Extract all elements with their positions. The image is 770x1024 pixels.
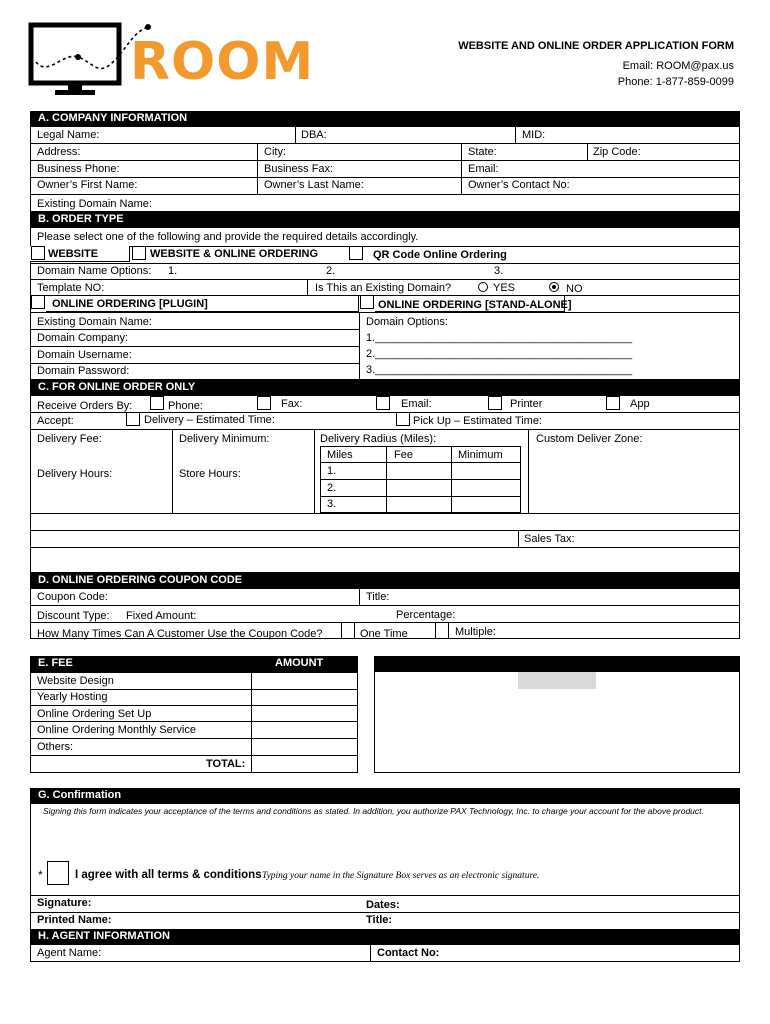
- fee-total-label: TOTAL:: [206, 758, 246, 770]
- no-label: NO: [566, 283, 583, 295]
- miles-header: Miles: [327, 449, 353, 461]
- business-fax-label: Business Fax:: [264, 163, 334, 175]
- domain-options-label: Domain Name Options:: [37, 265, 152, 277]
- domain-username-label: Domain Username:: [37, 349, 132, 361]
- title-label: Title:: [366, 914, 393, 926]
- order-type-instruction: Please select one of the following and provide the required details accordingly.: [37, 231, 419, 243]
- how-many-label: How Many Times Can A Customer Use the Coupon Code?: [37, 628, 323, 640]
- dates-label: Dates:: [366, 899, 400, 911]
- delivery-hours-label: Delivery Hours:: [37, 468, 113, 480]
- radius-row-1: 1.: [327, 465, 337, 477]
- qr-checkbox[interactable]: [349, 246, 363, 260]
- coupon-code-label: Coupon Code:: [37, 591, 108, 603]
- plugin-checkbox[interactable]: [31, 295, 45, 309]
- zip-label: Zip Code:: [593, 146, 641, 158]
- typing-note: Typing your name in the Signature Box serves as an electronic signature.: [262, 871, 540, 881]
- minimum-header: Minimum: [458, 449, 503, 461]
- business-phone-label: Business Phone:: [37, 163, 120, 175]
- pickup-checkbox[interactable]: [396, 412, 410, 426]
- multiple-checkbox[interactable]: [435, 622, 449, 639]
- receive-orders-label: Receive Orders By:: [37, 400, 133, 412]
- domain-company-label: Domain Company:: [37, 332, 129, 344]
- signature-label: Signature:: [37, 897, 92, 909]
- percentage-label: Percentage:: [396, 609, 456, 621]
- domain-option-line-2: 2.__________________________________________: [366, 348, 633, 360]
- existing-domain-question: Is This an Existing Domain?: [315, 282, 452, 294]
- printer-checkbox[interactable]: [488, 396, 502, 410]
- domain-option-1: 1.: [168, 265, 178, 277]
- website-online-label: WEBSITE & ONLINE ORDERING: [150, 248, 319, 260]
- delivery-radius-label: Delivery Radius (Miles):: [320, 433, 437, 445]
- section-a-header: A. COMPANY INFORMATION: [30, 111, 740, 126]
- fax-label: Fax:: [281, 398, 303, 410]
- accept-label: Accept:: [37, 415, 74, 427]
- domain-option-3: 3.: [494, 265, 504, 277]
- mid-label: MID:: [522, 129, 546, 141]
- radius-row-3: 3.: [327, 498, 337, 510]
- radius-row-2: 2.: [327, 482, 337, 494]
- section-e-header: [30, 656, 358, 672]
- fee-row-setup: Online Ordering Set Up: [37, 708, 152, 720]
- existing-domain-name-label: Existing Domain Name:: [37, 316, 152, 328]
- header-phone: Phone: 1-877-859-0099: [617, 76, 734, 88]
- agent-contact-label: Contact No:: [377, 947, 440, 959]
- multiple-label: Multiple:: [455, 626, 496, 638]
- custom-zone-label: Custom Deliver Zone:: [536, 433, 643, 445]
- fee-header: Fee: [394, 449, 413, 461]
- legal-name-label: Legal Name:: [37, 129, 100, 141]
- fee-row-yearly-hosting: Yearly Hosting: [37, 691, 108, 703]
- header-email: Email: ROOM@pax.us: [622, 60, 734, 72]
- plugin-label: ONLINE ORDERING [PLUGIN]: [52, 298, 208, 310]
- fee-row-others: Others:: [37, 741, 74, 753]
- agent-name-label: Agent Name:: [37, 947, 102, 959]
- coupon-title-label: Title:: [366, 591, 390, 603]
- domain-password-label: Domain Password:: [37, 365, 130, 377]
- printer-label: Printer: [510, 398, 543, 410]
- city-label: City:: [264, 146, 286, 158]
- domain-options-2-label: Domain Options:: [366, 316, 448, 328]
- existing-domain-label: Existing Domain Name:: [37, 198, 152, 210]
- domain-option-2: 2.: [326, 265, 336, 277]
- fee-row-monthly: Online Ordering Monthly Service: [37, 724, 196, 736]
- fee-row-website-design: Website Design: [37, 675, 114, 687]
- delivery-time-label: Delivery – Estimated Time:: [144, 414, 275, 426]
- section-c-header: C. FOR ONLINE ORDER ONLY: [30, 380, 740, 395]
- qr-label: QR Code Online Ordering: [373, 249, 507, 261]
- logo-text: ROOM: [130, 32, 315, 92]
- no-radio[interactable]: [549, 282, 559, 292]
- app-checkbox[interactable]: [606, 396, 620, 410]
- fee-title: E. FEE: [38, 657, 73, 669]
- website-checkbox[interactable]: [31, 246, 45, 260]
- template-no-label: Template NO:: [37, 282, 105, 294]
- agree-label: I agree with all terms & conditions: [75, 869, 262, 881]
- app-label: App: [630, 398, 650, 410]
- phone-label: Phone:: [168, 400, 203, 412]
- dba-label: DBA:: [301, 129, 327, 141]
- yes-label: YES: [493, 282, 516, 294]
- one-time-label: One Time: [360, 628, 408, 640]
- website-online-checkbox[interactable]: [132, 246, 146, 260]
- delivery-minimum-label: Delivery Minimum:: [179, 433, 270, 445]
- sales-tax-label: Sales Tax:: [524, 533, 575, 545]
- phone-checkbox[interactable]: [150, 396, 164, 410]
- yes-radio[interactable]: [478, 282, 488, 292]
- delivery-fee-label: Delivery Fee:: [37, 433, 102, 445]
- section-h-header: H. AGENT INFORMATION: [30, 929, 740, 944]
- delivery-checkbox[interactable]: [126, 412, 140, 426]
- form-title: WEBSITE AND ONLINE ORDER APPLICATION FORM: [458, 40, 734, 52]
- fixed-amount-label: Fixed Amount:: [126, 610, 197, 622]
- owner-last-label: Owner’s Last Name:: [264, 179, 364, 191]
- one-time-checkbox[interactable]: [341, 622, 355, 639]
- right-panel-highlight: [518, 672, 596, 689]
- email-label: Email:: [468, 163, 499, 175]
- domain-option-line-1: 1.__________________________________________: [366, 332, 633, 344]
- discount-type-label: Discount Type:: [37, 610, 110, 622]
- fax-checkbox[interactable]: [257, 396, 271, 410]
- section-g-header: G. Confirmation: [30, 788, 740, 803]
- owner-contact-label: Owner’s Contact No:: [468, 179, 570, 191]
- agree-checkbox[interactable]: [47, 861, 69, 885]
- website-label: WEBSITE: [48, 248, 99, 260]
- email-checkbox[interactable]: [376, 396, 390, 410]
- section-d-header: D. ONLINE ORDERING COUPON CODE: [30, 573, 740, 588]
- domain-option-line-3: 3.__________________________________________: [366, 364, 633, 376]
- address-label: Address:: [37, 146, 81, 158]
- printed-name-label: Printed Name:: [37, 914, 112, 926]
- owner-first-label: Owner’s First Name:: [37, 179, 138, 191]
- required-star: *: [38, 868, 43, 882]
- fixed-amount-checkbox[interactable]: [112, 606, 124, 618]
- section-b-header: B. ORDER TYPE: [30, 212, 740, 227]
- state-label: State:: [468, 146, 497, 158]
- pickup-time-label: Pick Up – Estimated Time:: [413, 415, 542, 427]
- confirmation-notice: Signing this form indicates your acceptance of the terms and conditions as stated. In addition, you authorize PAX Technology, Inc. to charge your account for the above product.: [43, 806, 704, 816]
- amount-header: AMOUNT: [275, 657, 324, 669]
- standalone-checkbox[interactable]: [360, 295, 374, 309]
- standalone-label: ONLINE ORDERING [STAND-ALONE]: [378, 299, 572, 311]
- email-order-label: Email:: [401, 398, 432, 410]
- store-hours-label: Store Hours:: [179, 468, 241, 480]
